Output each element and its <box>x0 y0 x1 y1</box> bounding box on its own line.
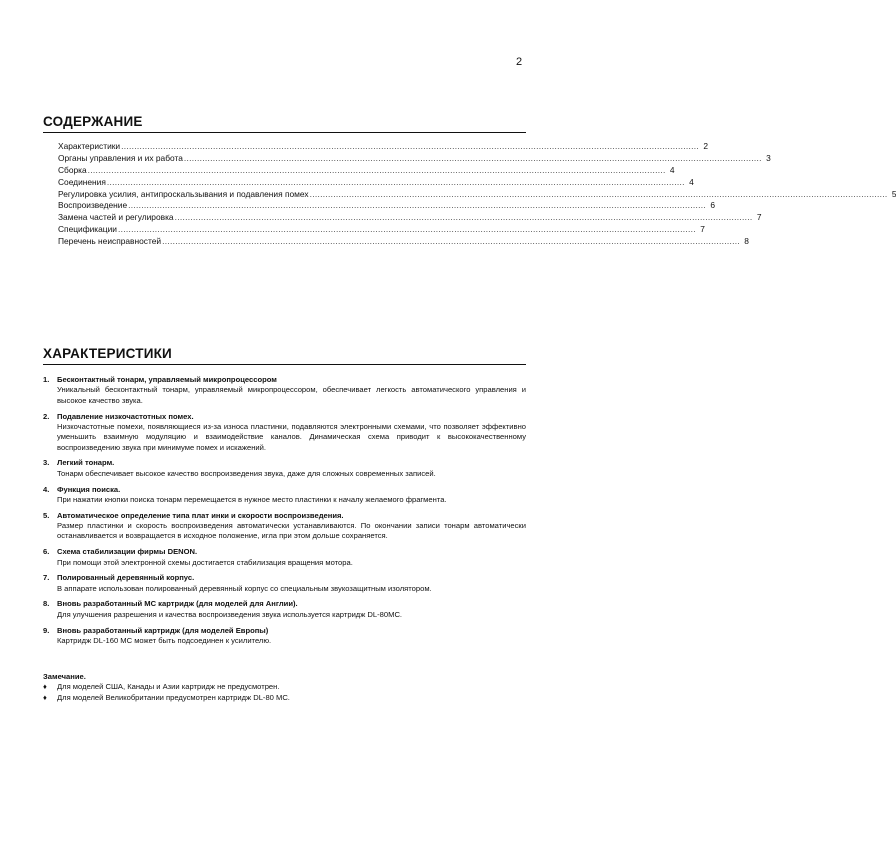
toc-title: СОДЕРЖАНИЕ <box>43 114 143 129</box>
diamond-bullet-icon: ♦ <box>43 692 47 702</box>
feature-title: Легкий тонарм. <box>57 458 115 468</box>
toc-leader-dots: ............................................................................................................................................................................................................................ <box>87 164 666 175</box>
note-title: Замечание. <box>43 672 86 681</box>
feature-number: 7. <box>43 573 50 583</box>
feature-description: Тонарм обеспечивает высокое качество воспроизведения звука, даже для сложных современных записей. <box>57 468 436 478</box>
feature-title: Схема стабилизации фирмы DENON. <box>57 547 198 557</box>
feature-title: Бесконтактный тонарм, управляемый микропроцессором <box>57 375 277 384</box>
toc-entry[interactable] <box>58 224 705 236</box>
toc-leader-dots: ............................................................................................................................................................................................................................ <box>309 188 888 199</box>
feature-title: Подавление низкочастотных помех. <box>57 411 194 421</box>
note-item <box>43 693 526 703</box>
table-of-contents <box>58 141 896 248</box>
toc-leader-dots: ............................................................................................................................................................................................................................ <box>183 152 762 163</box>
toc-entry-page: 4 <box>689 176 694 187</box>
feature-description: Размер пластинки и скорость воспроизведения автоматически устанавливаются. По окончании записи тонарм автоматически останавливается и возвращается в исходное положение, игла при этом дольше сохраняется. <box>57 521 526 541</box>
toc-leader-dots: ............................................................................................................................................................................................................................ <box>174 212 753 223</box>
feature-item <box>43 375 526 406</box>
toc-entry[interactable] <box>58 164 675 177</box>
feature-description: При помощи этой электронной схемы достигается стабилизация вращения мотора. <box>57 557 353 567</box>
toc-leader-dots: ............................................................................................................................................................................................................................ <box>162 236 740 247</box>
toc-entry-page: 3 <box>766 152 771 163</box>
feature-item <box>43 599 526 620</box>
toc-entry-page: 7 <box>700 224 705 235</box>
feature-number: 2. <box>43 411 50 421</box>
feature-item <box>43 573 526 594</box>
features-list <box>43 375 526 652</box>
feature-description: При нажатии кнопки поиска тонарм перемещается в нужное место пластинки к началу желаемого фрагмента. <box>57 494 447 504</box>
toc-entry-label: Перечень неисправностей <box>58 236 162 247</box>
toc-entry-label: Регулировка усилия, антипроскальзывания и подавления помех <box>58 188 309 199</box>
toc-entry-page: 4 <box>669 164 675 175</box>
feature-description: В аппарате использован полированный деревянный корпус со специальным звукозащитным изолятором. <box>57 583 432 593</box>
toc-entry-page: 8 <box>744 236 749 247</box>
feature-title: Полированный деревянный корпус. <box>57 573 195 583</box>
feature-number: 9. <box>43 625 50 635</box>
toc-entry[interactable] <box>58 236 749 248</box>
feature-item <box>43 626 526 647</box>
features-title-rule <box>43 364 526 365</box>
toc-entry-page: 5 <box>891 188 896 199</box>
toc-entry[interactable] <box>58 200 716 212</box>
toc-title-rule <box>43 132 526 133</box>
feature-title: Функция поиска. <box>57 484 121 494</box>
feature-item <box>43 412 526 454</box>
features-title: ХАРАКТЕРИСТИКИ <box>43 346 172 361</box>
toc-entry[interactable] <box>58 188 896 201</box>
toc-entry-label: Сборка <box>58 164 87 175</box>
feature-number: 8. <box>43 599 50 609</box>
toc-entry-page: 2 <box>703 141 709 151</box>
toc-entry-label: Спецификации <box>58 224 117 235</box>
toc-entry-label: Соединения <box>58 176 106 187</box>
toc-leader-dots: ............................................................................................................................................................................................................................ <box>106 176 685 187</box>
toc-entry-label: Органы управления и их работа <box>58 152 183 163</box>
feature-number: 5. <box>43 510 50 520</box>
feature-description: Низкочастотные помехи, появляющиеся из-за износа пластинки, подавляются электронными схемами, что позволяет эффективно уменьшить взаимную модуляцию и взаимодействие каналов. Динамическая схема приводит к высококачественному воспроизведению звука при минимуме помех и искажений. <box>57 421 526 452</box>
feature-title: Автоматическое определение типа плат инки и скорости воспроизведения. <box>57 510 344 520</box>
feature-item <box>43 485 526 506</box>
feature-item <box>43 547 526 568</box>
diamond-bullet-icon: ♦ <box>43 682 47 692</box>
note-item-text: Для моделей Великобритании предусмотрен картридж DL-80 MC. <box>57 692 290 702</box>
toc-entry[interactable] <box>58 141 709 153</box>
note-item-text: Для моделей США, Канады и Азии картридж не предусмотрен. <box>57 682 280 692</box>
toc-entry-page: 7 <box>756 212 762 223</box>
toc-entry-label: Замена частей и регулировка <box>58 212 174 223</box>
feature-title: Вновь разработанный картридж (для моделей Европы) <box>57 625 269 635</box>
toc-leader-dots: ............................................................................................................................................................................................................................ <box>117 224 696 235</box>
note-item <box>43 682 526 692</box>
feature-number: 4. <box>43 484 50 494</box>
toc-entry[interactable] <box>58 152 771 165</box>
toc-entry-label: Воспроизведение <box>58 200 128 211</box>
feature-description: Картридж DL-160 MC может быть подсоединен к усилителю. <box>57 635 272 645</box>
feature-number: 1. <box>43 375 50 384</box>
toc-leader-dots: ............................................................................................................................................................................................................................ <box>128 200 707 211</box>
toc-leader-dots: ............................................................................................................................................................................................................................ <box>121 141 700 151</box>
feature-item <box>43 458 526 479</box>
page-number: 2 <box>516 56 523 68</box>
feature-title: Вновь разработанный МС картридж (для моделей для Англии). <box>57 599 298 609</box>
toc-entry-label: Характеристики <box>58 141 121 151</box>
feature-description: Для улучшения разрешения и качества воспроизведения звука используется картридж DL-80MC. <box>57 609 403 619</box>
feature-number: 6. <box>43 547 50 557</box>
feature-number: 3. <box>43 458 50 468</box>
toc-entry-page: 6 <box>710 200 716 211</box>
toc-entry[interactable] <box>58 212 762 224</box>
feature-item <box>43 511 526 542</box>
feature-description: Уникальный бесконтактный тонарм, управляемый микропроцессором, обеспечивает легкость автоматического управления и высокое качество звука. <box>57 385 526 405</box>
note-block <box>43 672 526 703</box>
toc-entry[interactable] <box>58 176 694 189</box>
